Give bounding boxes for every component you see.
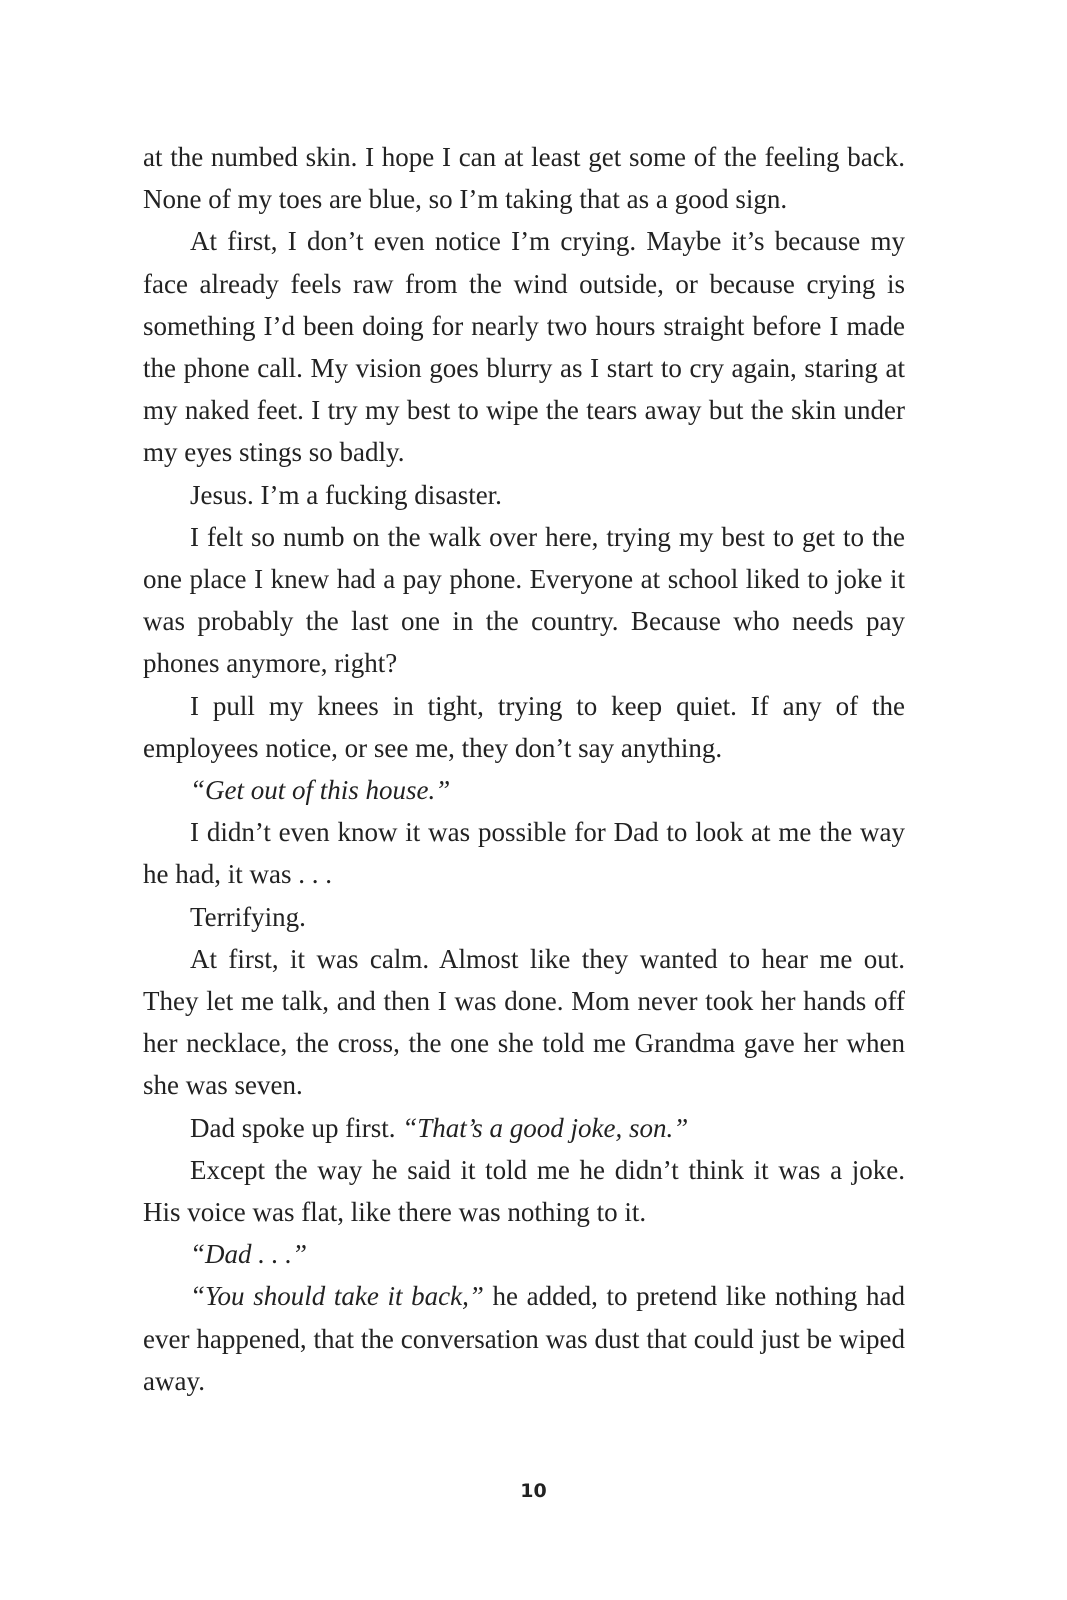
paragraph: Jesus. I’m a fucking disaster. (190, 479, 502, 510)
paragraph: I didn’t even know it was possible for Dad to look at me the way he had, it was . . . (143, 817, 905, 890)
paragraph: I pull my knees in tight, trying to keep quiet. If any of the employees notice, or see me, they don’t say anything. (143, 690, 905, 763)
italic-dialogue: “You should take it back,” (190, 1281, 484, 1312)
paragraph-text: he added, to pretend like nothing had ever happened, that the conversation was dust that could just be wiped away. (143, 1281, 905, 1396)
paragraph (143, 769, 905, 811)
paragraph: At first, it was calm. Almost like they wanted to hear me out. They let me talk, and then I was done. Mom never took her hands off her necklace, the cross, the one she told me Grandma gave her when she was seven. (143, 943, 905, 1101)
italic-dialogue: “Get out of this house.” (190, 775, 451, 806)
paragraph (143, 1233, 905, 1275)
paragraph: Terrifying. (190, 901, 306, 932)
italic-dialogue: “That’s a good joke, son.” (402, 1112, 689, 1143)
paragraph (143, 1275, 905, 1402)
italic-dialogue: “Dad . . .” (190, 1239, 308, 1270)
paragraph: at the numbed skin. I hope I can at least get some of the feeling back. None of my toes are blue, so I’m taking that as a good sign. (143, 142, 905, 215)
paragraph: I felt so numb on the walk over here, trying my best to get to the one place I knew had a pay phone. Everyone at school liked to joke it was probably the last one in the country. Because who needs pay phones anymore, right? (143, 521, 905, 679)
paragraph: Except the way he said it told me he didn’t think it was a joke. His voice was flat, like there was nothing to it. (143, 1154, 905, 1228)
body-text (143, 136, 905, 1402)
paragraph (143, 1107, 905, 1149)
page-number: 10 (520, 1480, 547, 1502)
paragraph-text: Dad spoke up first. (190, 1112, 403, 1143)
paragraph: At first, I don’t even notice I’m crying. Maybe it’s because my face already feels raw from the wind outside, or because crying is something I’d been doing for nearly two hours straight before I made the phone call. My vision goes blurry as I start to cry again, staring at my naked feet. I try my best to wipe the tears away but the skin under my eyes stings so badly. (143, 226, 905, 468)
